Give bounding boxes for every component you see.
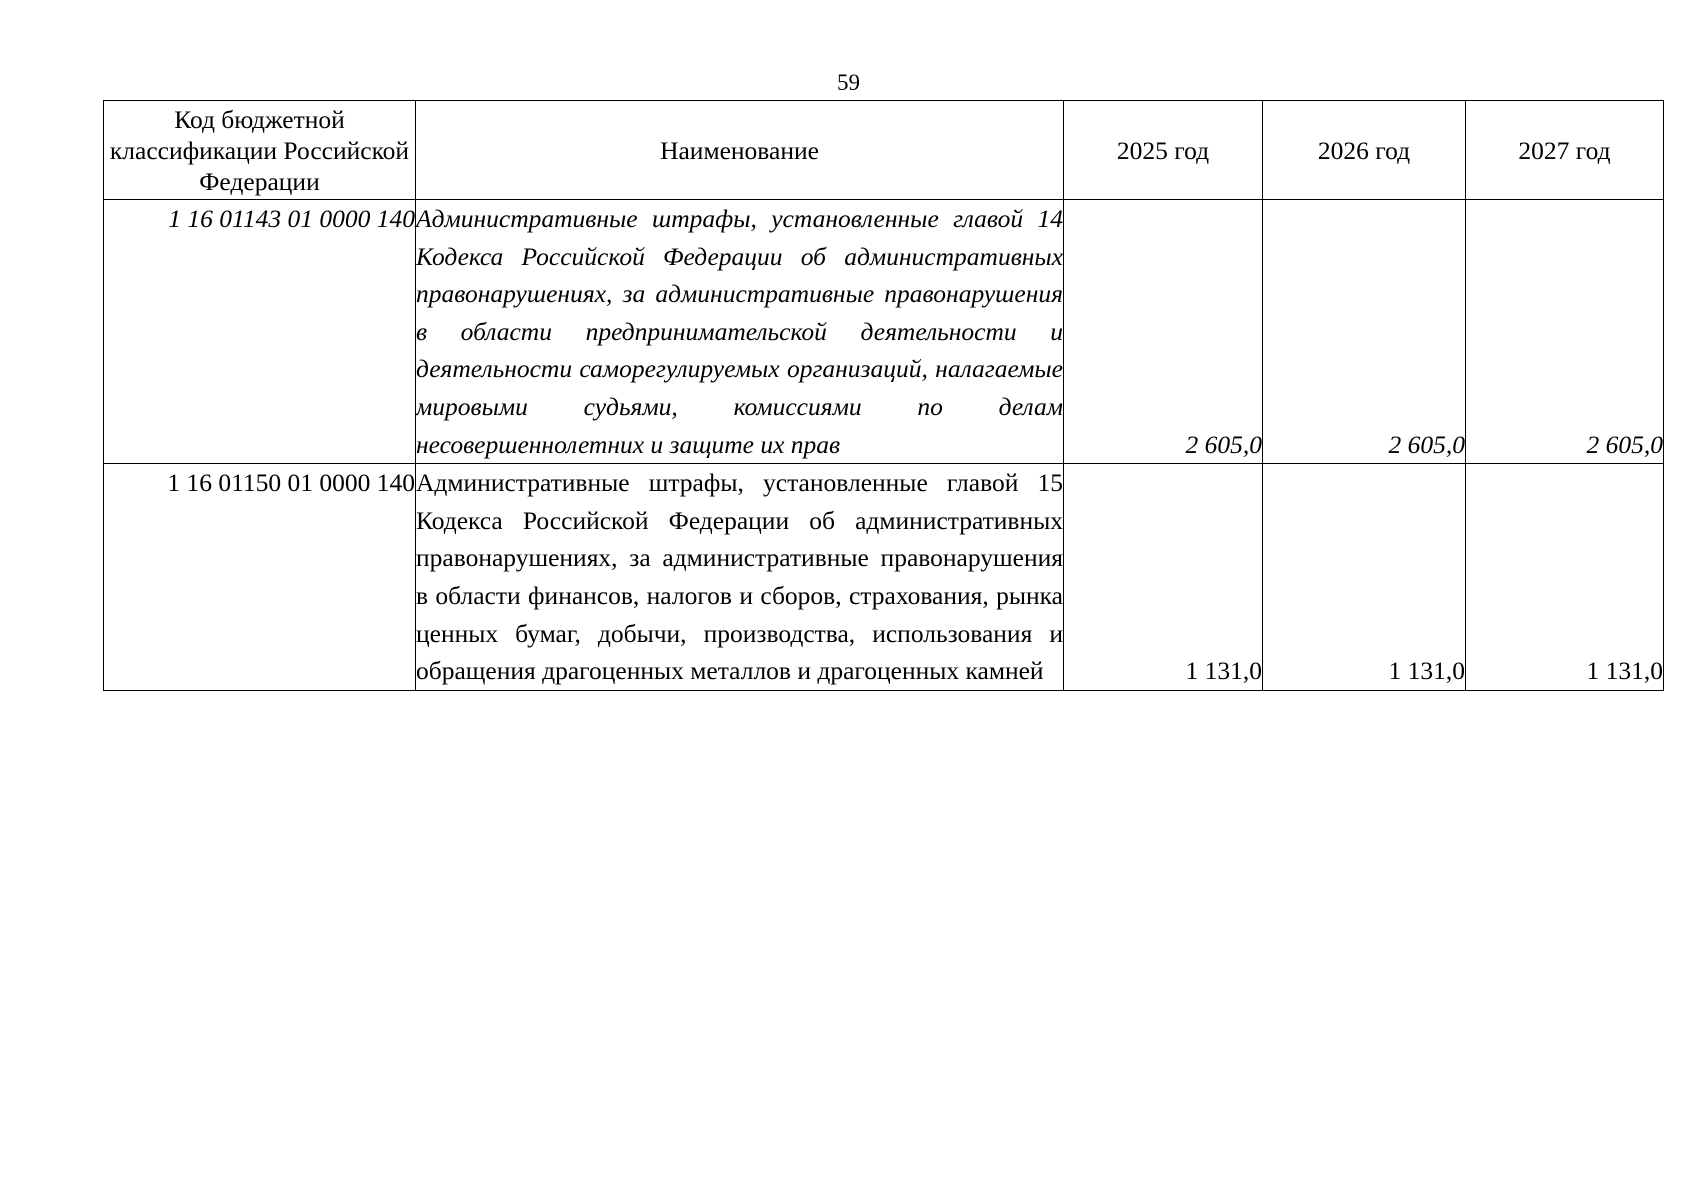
row-value-2025: 2 605,0 (1064, 200, 1263, 464)
row-name: Административные штрафы, установленные главой 14 Кодекса Российской Федерации об административных правонарушениях, за административные правонарушения в области предпринимательской деятельности и деятельности саморегулируемых организаций, налагаемые мировыми судьями, комиссиями по делам несовершеннолетних и защите их прав (416, 200, 1064, 464)
row-value-2026: 2 605,0 (1263, 200, 1466, 464)
header-2026: 2026 год (1263, 101, 1466, 200)
budget-table (103, 100, 1664, 691)
header-code: Код бюджетной классификации Российской Федерации (104, 101, 416, 200)
table-row (104, 464, 1664, 691)
row-value-2026: 1 131,0 (1263, 464, 1466, 691)
row-value-2027: 1 131,0 (1466, 464, 1664, 691)
row-name: Административные штрафы, установленные главой 15 Кодекса Российской Федерации об административных правонарушениях, за административные правонарушения в области финансов, налогов и сборов, страхования, рынка ценных бумаг, добычи, производства, использования и обращения драгоценных металлов и драгоценных камней (416, 464, 1064, 691)
header-name: Наименование (416, 101, 1064, 200)
row-value-2025: 1 131,0 (1064, 464, 1263, 691)
row-code: 1 16 01150 01 0000 140 (104, 464, 416, 691)
table-row (104, 200, 1664, 464)
row-value-2027: 2 605,0 (1466, 200, 1664, 464)
header-2027: 2027 год (1466, 101, 1664, 200)
table-header-row (104, 101, 1664, 200)
page-number: 59 (837, 70, 860, 95)
header-2025: 2025 год (1064, 101, 1263, 200)
row-code: 1 16 01143 01 0000 140 (104, 200, 416, 464)
